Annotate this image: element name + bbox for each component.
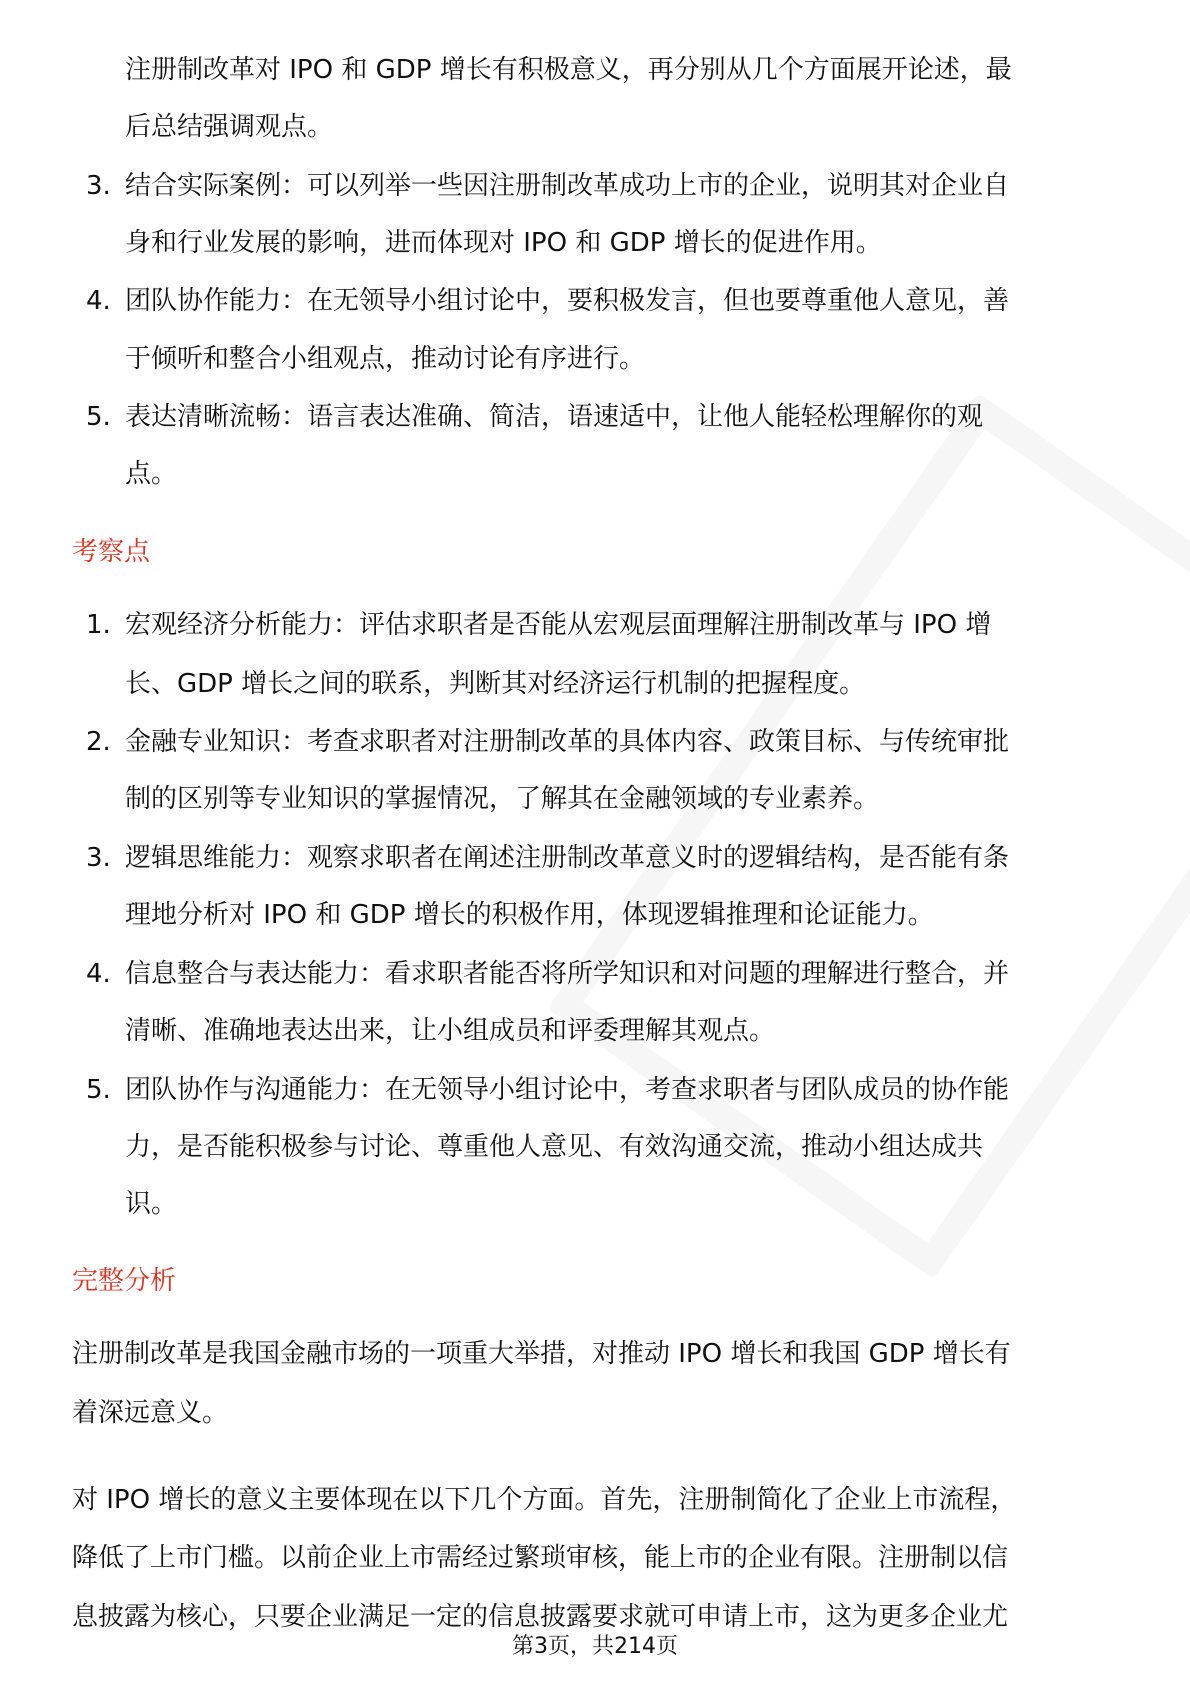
list-number: 5.: [86, 1075, 111, 1105]
list-item-line: 身和行业发展的影响，进而体现对 IPO 和 GDP 增长的促进作用。: [125, 228, 882, 258]
text-line: 后总结强调观点。: [125, 112, 334, 142]
list-item-line: 团队协作与沟通能力：在无领导小组讨论中，考查求职者与团队成员的协作能: [125, 1075, 1010, 1105]
list-item-line: 制的区别等专业知识的掌握情况，了解其在金融领域的专业素养。: [125, 784, 880, 814]
list-item-line: 团队协作能力：在无领导小组讨论中，要积极发言，但也要尊重他人意见，善: [125, 286, 1010, 316]
paragraph-line: 注册制改革是我国金融市场的一项重大举措，对推动 IPO 增长和我国 GDP 增长有: [72, 1339, 1011, 1369]
list-number: 3.: [86, 843, 111, 873]
list-item-line: 长、GDP 增长之间的联系，判断其对经济运行机制的把握程度。: [125, 669, 866, 699]
list-item-line: 理地分析对 IPO 和 GDP 增长的积极作用，体现逻辑推理和论证能力。: [125, 900, 934, 930]
list-item-line: 宏观经济分析能力：评估求职者是否能从宏观层面理解注册制改革与 IPO 增: [125, 610, 992, 640]
section-heading-kaocha: 考察点: [72, 537, 151, 567]
list-item-line: 清晰、准确地表达出来，让小组成员和评委理解其观点。: [125, 1016, 776, 1046]
list-item-line: 力，是否能积极参与讨论、尊重他人意见、有效沟通交流，推动小组达成共: [125, 1132, 984, 1162]
list-item-line: 表达清晰流畅：语言表达准确、简洁，语速适中，让他人能轻松理解你的观: [125, 402, 984, 432]
paragraph-line: 对 IPO 增长的意义主要体现在以下几个方面。首先，注册制简化了企业上市流程，: [72, 1485, 1017, 1515]
section-heading-analysis: 完整分析: [72, 1266, 177, 1296]
list-number: 4.: [86, 959, 111, 989]
list-item-line: 信息整合与表达能力：看求职者能否将所学知识和对问题的理解进行整合，并: [125, 959, 1010, 989]
list-number: 1.: [86, 610, 111, 640]
list-number: 2.: [86, 727, 111, 757]
text-line: 注册制改革对 IPO 和 GDP 增长有积极意义，再分别从几个方面展开论述，最: [125, 55, 1012, 85]
paragraph-line: 息披露为核心，只要企业满足一定的信息披露要求就可申请上市，这为更多企业尤: [72, 1602, 1009, 1632]
list-number: 3.: [86, 171, 111, 201]
page-number: 第3页，共214页: [512, 1634, 678, 1659]
paragraph-line: 降低了上市门槛。以前企业上市需经过繁琐审核，能上市的企业有限。注册制以信: [72, 1543, 1009, 1573]
list-item-line: 金融专业知识：考查求职者对注册制改革的具体内容、政策目标、与传统审批: [125, 727, 1010, 757]
list-number: 4.: [86, 286, 111, 316]
list-item-line: 结合实际案例：可以列举一些因注册制改革成功上市的企业，说明其对企业自: [125, 171, 1010, 201]
list-item-line: 点。: [125, 459, 178, 489]
paragraph-line: 着深远意义。: [72, 1398, 229, 1428]
list-item-line: 识。: [125, 1189, 178, 1219]
list-item-line: 逻辑思维能力：观察求职者在阐述注册制改革意义时的逻辑结构，是否能有条: [125, 843, 1010, 873]
list-item-line: 于倾听和整合小组观点，推动讨论有序进行。: [125, 344, 646, 374]
list-number: 5.: [86, 402, 111, 432]
